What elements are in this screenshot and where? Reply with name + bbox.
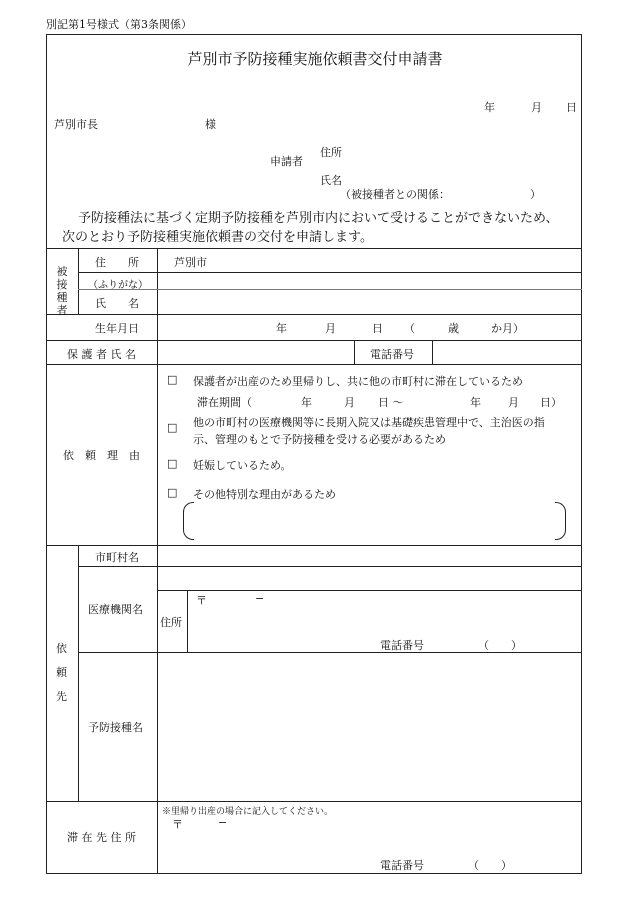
date-day: 日	[566, 101, 577, 114]
period-year2: 年	[470, 396, 481, 409]
recipient-group-label: 被接種者	[56, 265, 68, 317]
rule	[78, 566, 582, 567]
date-year: 年	[484, 101, 495, 114]
reason-option2-checkbox[interactable]: □	[167, 421, 178, 434]
body-text-line1: 予防接種法に基づく定期予防接種を芦別市内において受けることができないため、	[78, 211, 559, 226]
rule	[78, 248, 79, 314]
request-group-label-3: 先	[56, 690, 67, 703]
recipient-address-value: 芦別市	[174, 256, 207, 269]
period-day2: 日）	[540, 396, 562, 409]
date-month: 月	[531, 101, 542, 114]
applicant-label: 申請者	[270, 155, 303, 168]
age-years: 歳	[448, 322, 459, 335]
form-id: 別記第1号様式（第3条関係）	[46, 18, 192, 31]
stay-postal-dash: −	[218, 816, 228, 829]
stay-address-label: 滞 在 先 住 所	[67, 831, 136, 844]
reason-option3-text: 妊娠しているため。	[193, 459, 292, 472]
rule	[46, 314, 582, 315]
rule	[157, 248, 158, 874]
institution-address-label: 住所	[160, 616, 182, 629]
applicant-relation-label: （被接種者との関係：	[340, 188, 450, 201]
stay-phone-label: 電話番号	[380, 859, 424, 872]
dob-month: 月	[325, 322, 336, 335]
reason-label: 依 頼 理 由	[63, 449, 140, 462]
stay-phone-paren: （ ）	[468, 859, 512, 872]
dob-day: 日	[372, 322, 383, 335]
bracket-right	[555, 502, 566, 540]
age-open: （	[404, 322, 415, 335]
period-month1: 月	[344, 396, 355, 409]
reason-option2-line1: 他の市町村の医療機関等に長期入院又は基礎疾患管理中で、主治医の指	[193, 416, 545, 429]
period-year1: 年	[301, 396, 312, 409]
rule	[187, 590, 188, 652]
request-group-label-2: 頼	[56, 666, 67, 679]
guardian-phone-label: 電話番号	[370, 348, 414, 361]
reason-option1-text: 保護者が出産のため里帰りし、共に他の市町村に滞在しているため	[193, 375, 523, 388]
dob-year: 年	[276, 322, 287, 335]
rule	[78, 289, 582, 290]
period-day1: 日 〜	[378, 396, 404, 409]
age-months: か月）	[491, 322, 524, 335]
reason-option3-checkbox[interactable]: □	[167, 457, 178, 470]
vaccine-label: 予防接種名	[88, 721, 143, 734]
institution-phone-label: 電話番号	[380, 639, 424, 652]
rule	[354, 340, 355, 364]
stay-period-label: 滞在期間（	[197, 396, 252, 409]
institution-label: 医療機関名	[88, 603, 143, 616]
applicant-name-label: 氏名	[320, 174, 342, 187]
rule	[46, 248, 582, 249]
stay-note: ※里帰り出産の場合に記入してください。	[162, 807, 334, 817]
rule	[46, 545, 582, 546]
reason-option2-line2: 示、管理のもとで予防接種を受ける必要があるため	[193, 433, 446, 446]
recipient-address-label: 住 所	[95, 256, 139, 269]
applicant-address-label: 住所	[320, 146, 342, 159]
reason-option4-checkbox[interactable]: □	[167, 486, 178, 499]
applicant-relation-close: ）	[530, 188, 541, 201]
recipient-name-label: 氏 名	[95, 297, 139, 310]
body-text-line2: 次のとおり予防接種実施依頼書の交付を申請します。	[62, 230, 373, 245]
municipality-label: 市町村名	[95, 551, 139, 564]
bracket-left	[183, 502, 194, 540]
rule	[157, 590, 582, 591]
reason-option1-checkbox[interactable]: □	[167, 373, 178, 386]
rule	[46, 340, 582, 341]
page-title: 芦別市予防接種実施依頼書交付申請書	[187, 50, 443, 68]
rule	[46, 801, 582, 802]
honorific-label: 様	[205, 118, 216, 131]
guardian-label: 保 護 者 氏 名	[67, 348, 136, 361]
rule	[78, 272, 582, 273]
institution-phone-paren: （ ）	[478, 639, 522, 652]
institution-postal-dash: −	[255, 592, 265, 605]
period-month2: 月	[508, 396, 519, 409]
institution-postal-mark: 〒	[196, 594, 207, 607]
stay-postal-mark: 〒	[172, 818, 183, 831]
rule	[46, 364, 582, 365]
mayor-label: 芦別市長	[54, 118, 98, 131]
recipient-dob-label: 生年月日	[95, 322, 139, 335]
recipient-furigana-label: （ふりがな）	[88, 280, 148, 291]
other-reason-field[interactable]	[195, 504, 553, 536]
request-group-label-1: 依	[56, 642, 67, 655]
reason-option4-text: その他特別な理由があるため	[193, 488, 336, 501]
rule	[432, 340, 433, 364]
rule	[78, 545, 79, 801]
